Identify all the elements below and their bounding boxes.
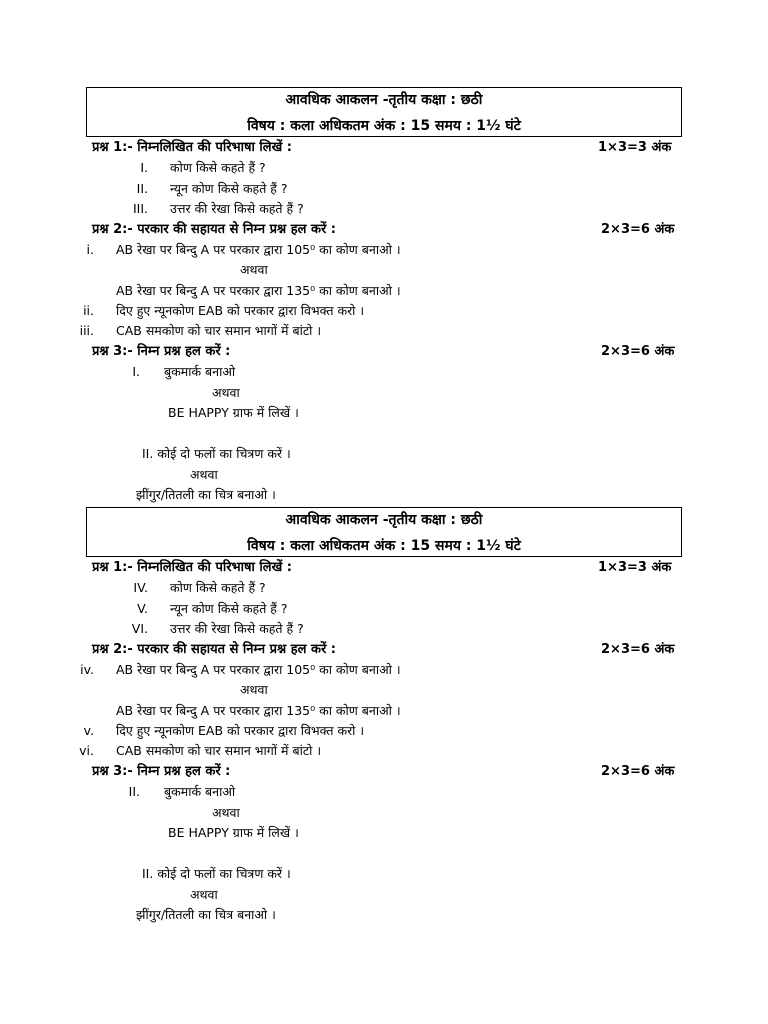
question-paper-section-1 xyxy=(0,87,768,507)
list-item: दिए हुए न्यूनकोण EAB को परकार द्वारा विभक्त करो । xyxy=(116,303,365,318)
question-3-title: प्रश्न 3:- निम्न प्रश्न हल करें : xyxy=(92,764,231,779)
question-1-title: प्रश्न 1:- निम्नलिखित की परिभाषा लिखें : xyxy=(92,140,292,155)
question-3-marks: 2×3=6 अंक xyxy=(601,344,675,359)
alternate-item: झींगुर/तितली का चित्र बनाओ । xyxy=(136,907,276,922)
paper-header-box xyxy=(86,87,682,137)
list-item: कोण किसे कहते हैं ? xyxy=(170,160,266,175)
question-3-title: प्रश्न 3:- निम्न प्रश्न हल करें : xyxy=(92,344,231,359)
list-item: कोण किसे कहते हैं ? xyxy=(170,580,266,595)
alternate-item: BE HAPPY ग्राफ में लिखें । xyxy=(168,825,299,840)
list-item: CAB समकोण को चार समान भागों में बांटो । xyxy=(116,323,322,338)
list-item: उत्तर की रेखा किसे कहते हैं ? xyxy=(170,621,304,636)
question-1-title: प्रश्न 1:- निम्नलिखित की परिभाषा लिखें : xyxy=(92,560,292,575)
list-item-number: II. xyxy=(128,784,140,799)
list-item-number: I. xyxy=(132,364,140,379)
exam-title: आवधिक आकलन -तृतीय कक्षा : छठी xyxy=(285,512,483,528)
paper-header-box xyxy=(86,507,682,557)
list-item-number: VI. xyxy=(131,621,148,636)
list-item: II. कोई दो फलों का चित्रण करें । xyxy=(142,446,291,461)
list-item: बुकमार्क बनाओ xyxy=(164,364,236,379)
question-2-title: प्रश्न 2:- परकार की सहायत से निम्न प्रश्न हल करें : xyxy=(92,222,336,237)
exam-details: विषय : कला अधिकतम अंक : 15 समय : 1½ घंटे xyxy=(247,118,521,134)
question-1-marks: 1×3=3 अंक xyxy=(598,140,672,155)
list-item: AB रेखा पर बिन्दु A पर परकार द्वारा 105⁰ का कोण बनाओ । xyxy=(116,242,401,257)
or-label: अथवा xyxy=(240,262,268,277)
list-item-number: iii. xyxy=(79,323,94,338)
or-label: अथवा xyxy=(190,887,218,902)
or-label: अथवा xyxy=(212,805,240,820)
question-2-marks: 2×3=6 अंक xyxy=(601,222,675,237)
list-item: CAB समकोण को चार समान भागों में बांटो । xyxy=(116,743,322,758)
question-2-marks: 2×3=6 अंक xyxy=(601,642,675,657)
question-3-marks: 2×3=6 अंक xyxy=(601,764,675,779)
list-item-number: ii. xyxy=(83,303,94,318)
list-item-number: II. xyxy=(136,181,148,196)
question-paper-section-2 xyxy=(0,507,768,927)
list-item-number: III. xyxy=(132,201,148,216)
list-item: बुकमार्क बनाओ xyxy=(164,784,236,799)
list-item-number: I. xyxy=(140,160,148,175)
list-item: AB रेखा पर बिन्दु A पर परकार द्वारा 105⁰ का कोण बनाओ । xyxy=(116,662,401,677)
list-item-number: IV. xyxy=(133,580,148,595)
or-label: अथवा xyxy=(240,682,268,697)
list-item: न्यून कोण किसे कहते हैं ? xyxy=(170,601,288,616)
question-2-title: प्रश्न 2:- परकार की सहायत से निम्न प्रश्न हल करें : xyxy=(92,642,336,657)
list-item-number: i. xyxy=(86,242,94,257)
list-item: II. कोई दो फलों का चित्रण करें । xyxy=(142,866,291,881)
list-item: न्यून कोण किसे कहते हैं ? xyxy=(170,181,288,196)
alternate-item: AB रेखा पर बिन्दु A पर परकार द्वारा 135⁰ का कोण बनाओ । xyxy=(116,703,401,718)
or-label: अथवा xyxy=(190,467,218,482)
exam-title: आवधिक आकलन -तृतीय कक्षा : छठी xyxy=(285,92,483,108)
alternate-item: AB रेखा पर बिन्दु A पर परकार द्वारा 135⁰ का कोण बनाओ । xyxy=(116,283,401,298)
list-item: दिए हुए न्यूनकोण EAB को परकार द्वारा विभक्त करो । xyxy=(116,723,365,738)
alternate-item: झींगुर/तितली का चित्र बनाओ । xyxy=(136,487,276,502)
list-item-number: vi. xyxy=(79,743,94,758)
list-item-number: v. xyxy=(83,723,94,738)
exam-details: विषय : कला अधिकतम अंक : 15 समय : 1½ घंटे xyxy=(247,538,521,554)
question-1-marks: 1×3=3 अंक xyxy=(598,560,672,575)
alternate-item: BE HAPPY ग्राफ में लिखें । xyxy=(168,405,299,420)
list-item-number: V. xyxy=(137,601,148,616)
or-label: अथवा xyxy=(212,385,240,400)
list-item: उत्तर की रेखा किसे कहते हैं ? xyxy=(170,201,304,216)
list-item-number: iv. xyxy=(80,662,94,677)
